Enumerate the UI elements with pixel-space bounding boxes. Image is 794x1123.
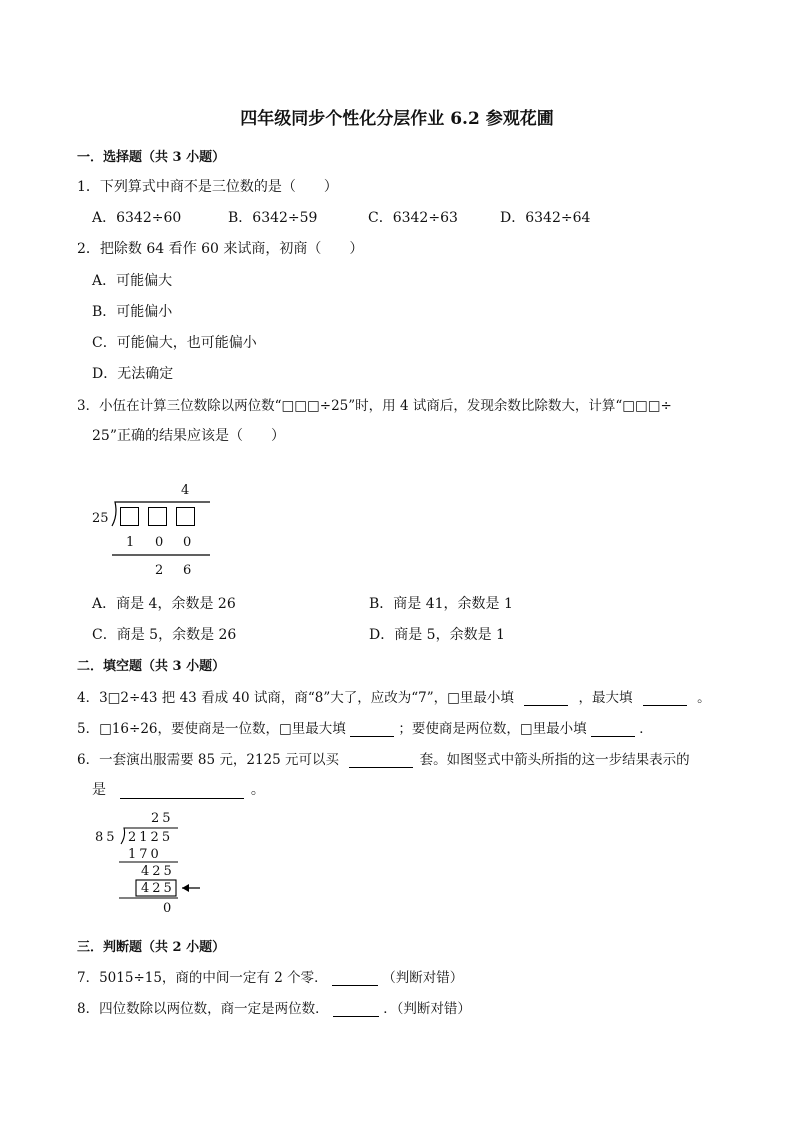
section-heading-fill-in: 二．填空题（共 3 小题） [77, 659, 226, 674]
q7-answer-blank[interactable] [332, 971, 378, 986]
section-heading-choice: 一．选择题（共 3 小题） [77, 150, 226, 165]
q3-product-digit: 0 [155, 535, 164, 550]
q8-text-2: ．（判断对错） [383, 1001, 471, 1017]
question-8 [77, 997, 471, 1017]
q1-option-b[interactable]: B．6342÷59 [228, 210, 318, 226]
question-2-stem: 2．把除数 64 看作 60 来试商，初商（ ） [77, 241, 364, 257]
q8-answer-blank[interactable] [333, 1002, 379, 1017]
q3-quotient: 4 [181, 483, 190, 498]
q6-text-3: 是 [92, 782, 106, 798]
q4-text-3: 。 [697, 690, 711, 706]
page-title: 四年级同步个性化分层作业 6.2 参观花圃 [240, 109, 554, 129]
q2-option-a[interactable]: A．可能偏大 [92, 273, 173, 289]
q8-text-1: 8．四位数除以两位数，商一定是两位数． [77, 1001, 329, 1017]
section-heading-true-false: 三．判断题（共 2 小题） [77, 940, 226, 955]
q6-step-partial-dividend: 425 [141, 864, 175, 879]
q2-option-c[interactable]: C．可能偏大，也可能偏小 [92, 335, 257, 351]
q6-step-product-1: 170 [128, 847, 162, 862]
q3-option-a[interactable]: A．商是 4，余数是 26 [92, 596, 236, 612]
q1-option-d[interactable]: D．6342÷64 [500, 210, 591, 226]
q3-remainder-digit: 2 [155, 563, 164, 578]
q1-option-c[interactable]: C．6342÷63 [368, 210, 458, 226]
q7-text-1: 7．5015÷15，商的中间一定有 2 个零． [77, 970, 328, 986]
q5-text-1: 5．□16÷26，要使商是一位数，□里最大填 [77, 721, 346, 737]
q4-text-1: 4．3□2÷43 把 43 看成 40 试商，商“8”大了，应改为“7”，□里最小填 [77, 690, 514, 706]
q6-dividend: 2125 [128, 830, 174, 845]
q3-option-c[interactable]: C．商是 5，余数是 26 [92, 627, 237, 643]
q3-option-b[interactable]: B．商是 41，余数是 1 [369, 596, 513, 612]
q4-text-2: ，最大填 [578, 690, 633, 706]
question-3-stem-line2: 25”正确的结果应该是（ ） [92, 428, 285, 444]
q6-text-2: 套。如图竖式中箭头所指的这一步结果表示的 [419, 752, 690, 768]
question-7 [77, 966, 463, 986]
q6-step-product-2-boxed: 425 [141, 881, 175, 896]
q6-text-1: 6．一套演出服需要 85 元，2125 元可以买 [77, 752, 339, 768]
q6-quotient: 25 [151, 811, 174, 826]
q2-option-b[interactable]: B．可能偏小 [92, 304, 173, 320]
q6-text-4: 。 [250, 782, 265, 798]
q7-text-2: （判断对错） [382, 970, 464, 986]
q1-option-a[interactable]: A．6342÷60 [92, 210, 182, 226]
q5-text-2: ；要使商是两位数，□里最小填 [398, 721, 587, 737]
question-3-stem-line1: 3．小伍在计算三位数除以两位数“□□□÷25”时，用 4 试商后，发现余数比除数大，计算“□□□÷ [77, 398, 672, 414]
q2-option-d[interactable]: D．无法确定 [92, 366, 174, 382]
q3-product-digit: 0 [183, 535, 192, 550]
q3-option-d[interactable]: D．商是 5，余数是 1 [369, 627, 505, 643]
q6-remainder: 0 [163, 901, 172, 916]
question-1-stem: 1．下列算式中商不是三位数的是（ ） [77, 179, 338, 195]
q5-text-3: ． [639, 721, 653, 737]
q6-divisor: 85 [95, 830, 118, 845]
q3-remainder-digit: 6 [183, 563, 192, 578]
q3-product-digit: 1 [126, 535, 135, 550]
q3-divisor: 25 [92, 511, 109, 526]
